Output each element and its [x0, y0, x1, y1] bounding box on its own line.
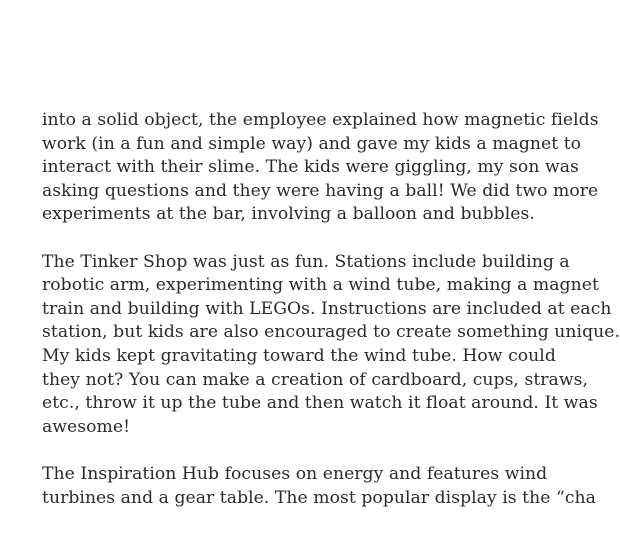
paragraph-tinker-shop — [42, 251, 620, 440]
paragraph-inspiration-hub — [42, 463, 596, 510]
text-line: turbines and a gear table. The most popular display is the “cha — [42, 487, 596, 508]
paragraph-magnetic-fields — [42, 109, 599, 227]
text-line: etc., throw it up the tube and then watch it float around. It was — [42, 393, 598, 414]
text-line: work (in a fun and simple way) and gave my kids a magnet to — [42, 133, 582, 154]
text-line: The Tinker Shop was just as fun. Stations include building a — [42, 251, 570, 272]
article-body — [42, 109, 620, 534]
text-line: station, but kids are also encouraged to create something unique. — [42, 322, 620, 343]
text-line: they not? You can make a creation of cardboard, cups, straws, — [42, 369, 588, 390]
text-line: My kids kept gravitating toward the wind tube. How could — [42, 345, 556, 366]
text-line: experiments at the bar, involving a balloon and bubbles. — [42, 204, 535, 225]
text-line: robotic arm, experimenting with a wind tube, making a magnet — [42, 275, 599, 296]
text-line: interact with their slime. The kids were giggling, my son was — [42, 157, 579, 178]
text-line: awesome! — [42, 416, 131, 437]
text-line: train and building with LEGOs. Instructions are included at each — [42, 298, 612, 319]
text-line: The Inspiration Hub focuses on energy and features wind — [42, 463, 548, 484]
text-line: into a solid object, the employee explained how magnetic fields — [42, 110, 599, 130]
text-line: asking questions and they were having a ball! We did two more — [42, 180, 599, 201]
